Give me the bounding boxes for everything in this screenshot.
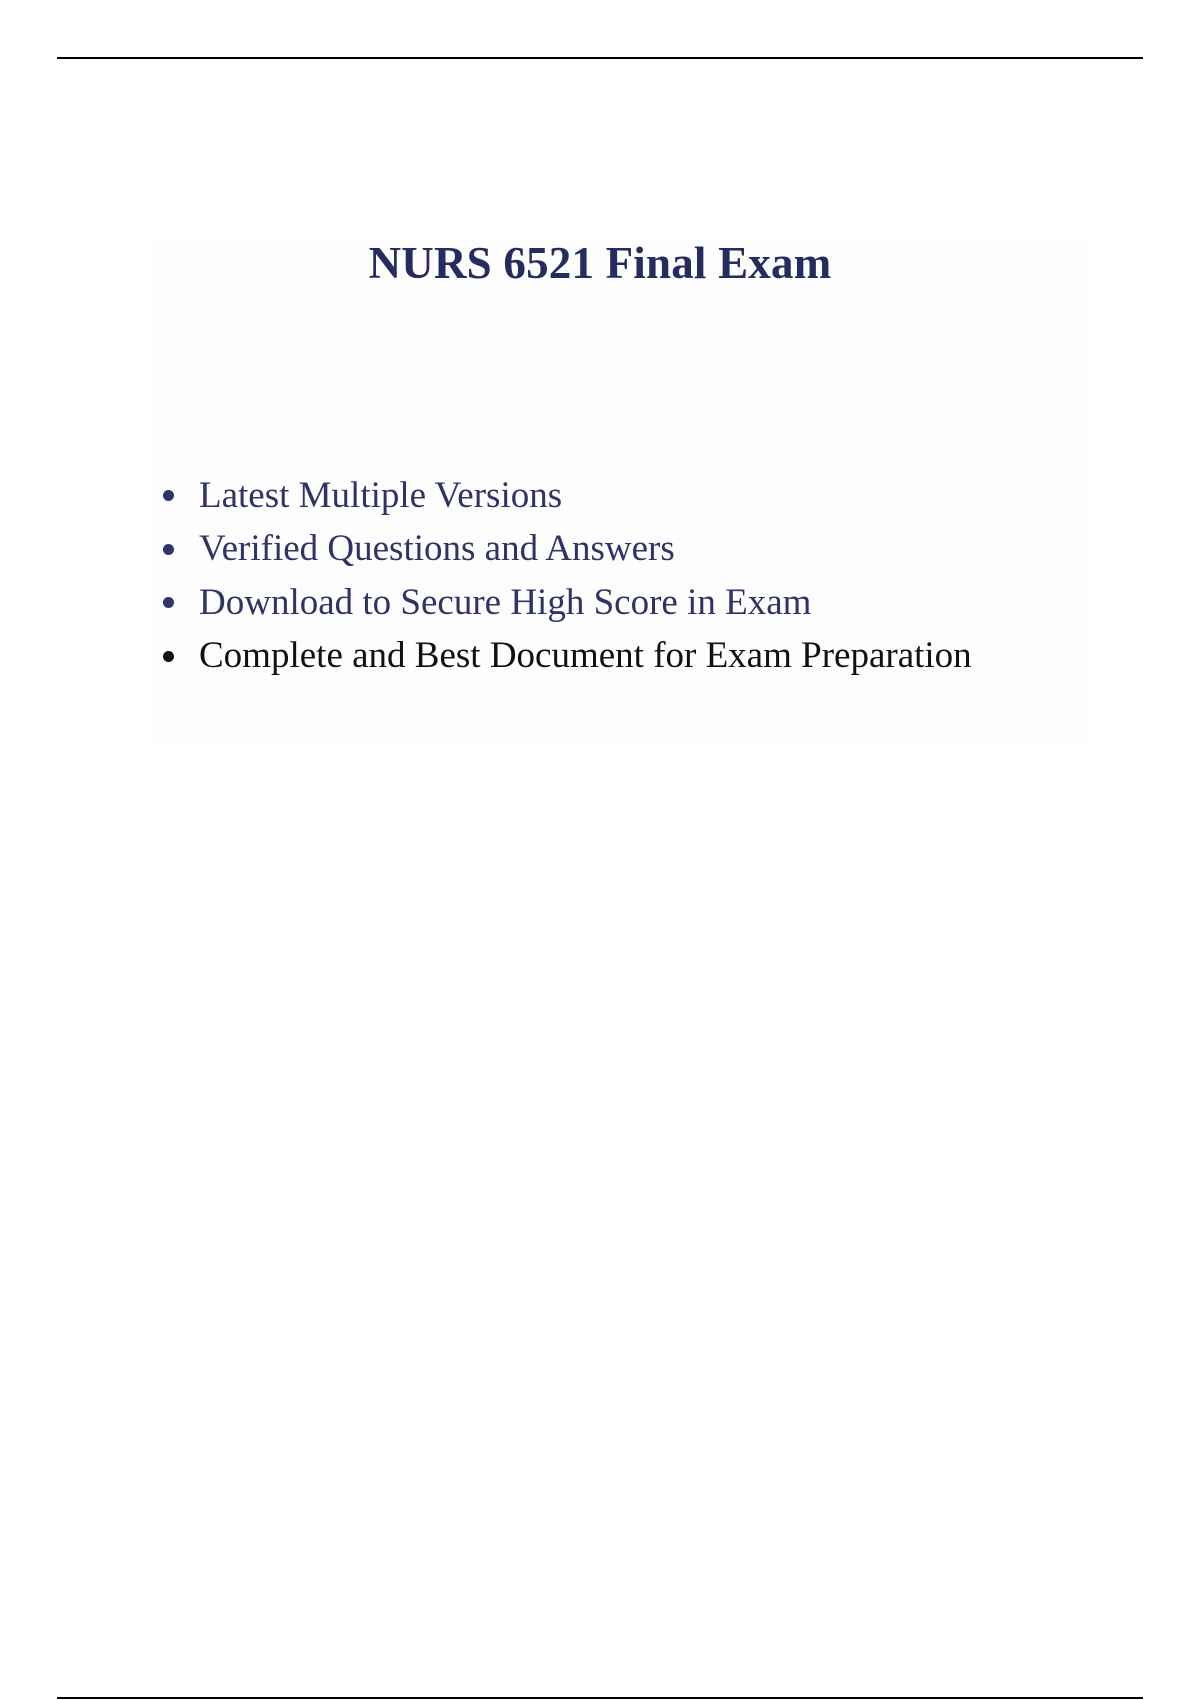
bullet-icon: [163, 597, 174, 608]
list-item-text: Verified Questions and Answers: [199, 528, 675, 570]
list-item: [160, 630, 972, 684]
list-item: [160, 576, 972, 630]
list-item: [160, 469, 972, 523]
bullet-icon: [163, 490, 174, 501]
bottom-rule: [57, 1697, 1143, 1699]
bullet-icon: [163, 651, 174, 662]
list-item: [160, 523, 972, 577]
list-item-text: Download to Secure High Score in Exam: [199, 581, 812, 623]
list-item-text: Complete and Best Document for Exam Preparation: [199, 635, 972, 677]
list-item-text: Latest Multiple Versions: [199, 474, 563, 516]
page-title: NURS 6521 Final Exam: [368, 238, 832, 288]
top-rule: [57, 57, 1143, 59]
bullet-icon: [163, 544, 174, 555]
feature-list: [160, 469, 972, 683]
